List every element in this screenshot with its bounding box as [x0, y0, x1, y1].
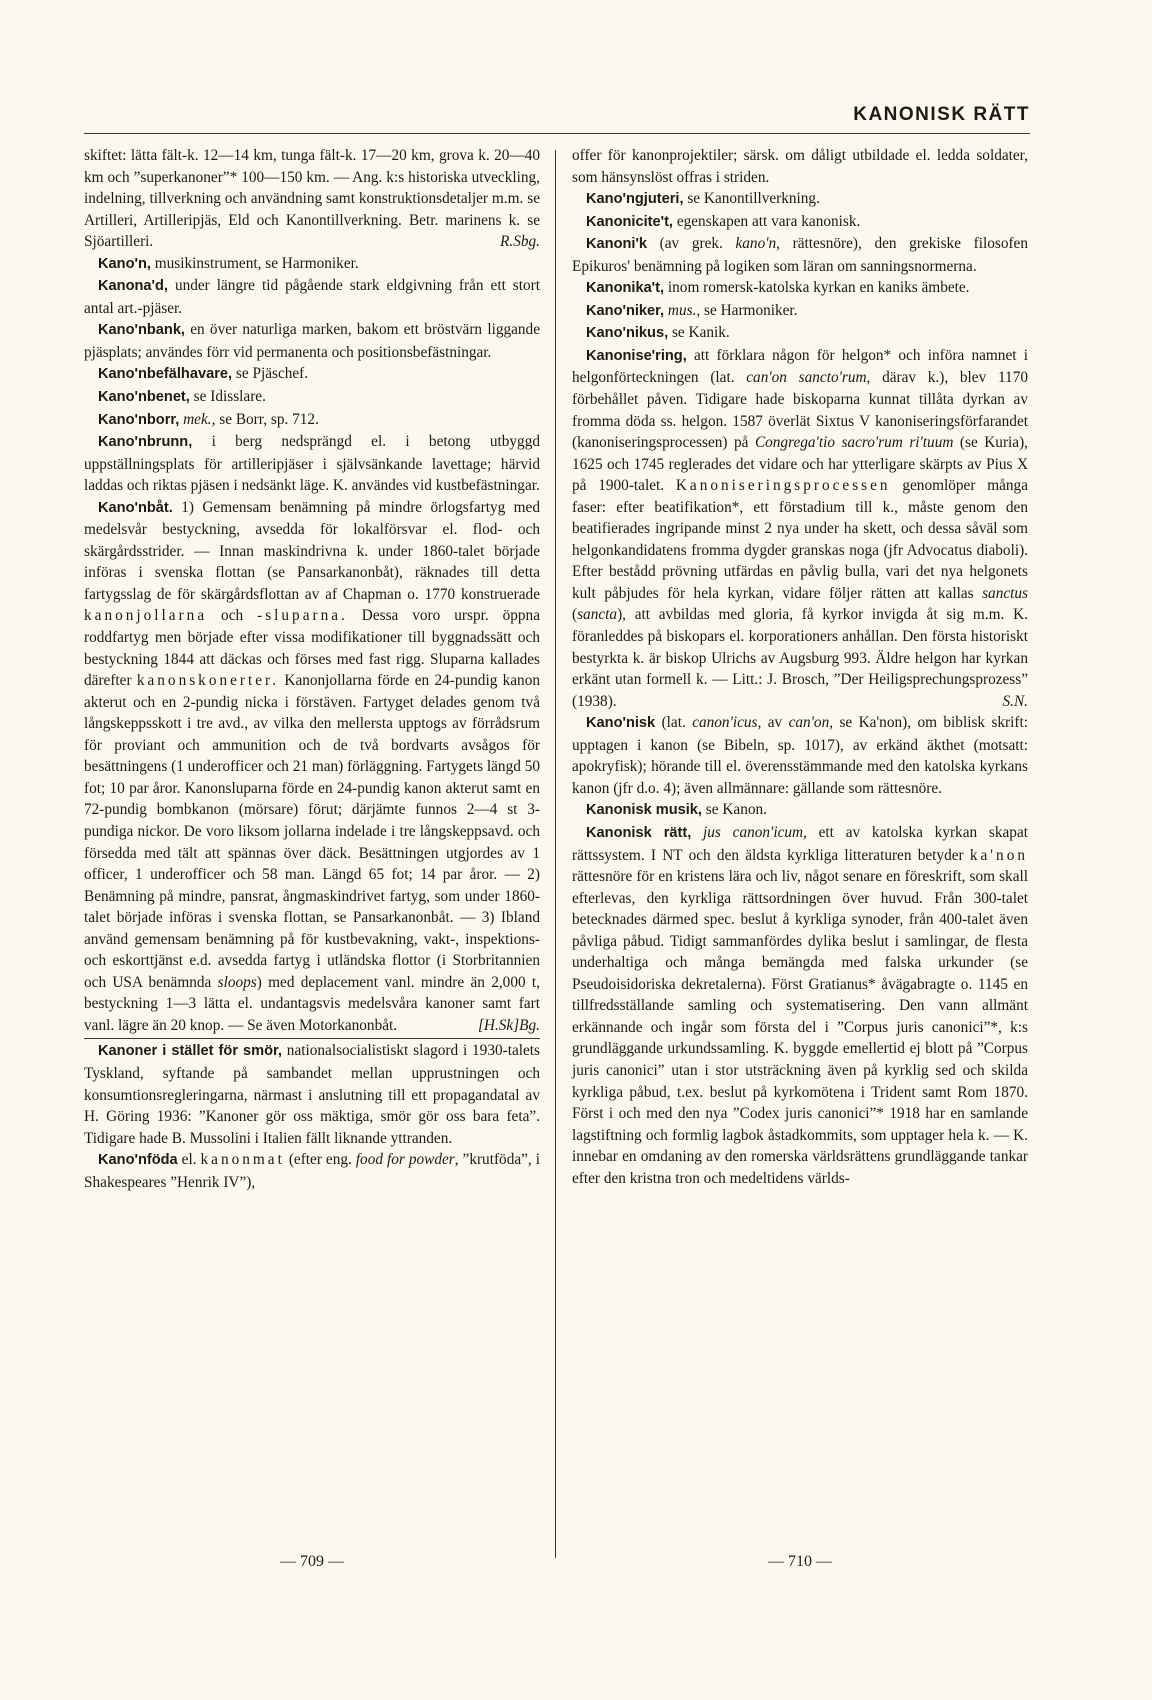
headword: Kano'nbank,	[98, 322, 185, 339]
entry-kanoniker: Kano'niker, mus., se Harmoniker.	[586, 301, 798, 319]
entry-kanoner-i-stallet-for-smor: Kanoner i stället för smör, nationalsocialistiskt slagord i 1930-talets Tyskland, syftande på sambandet mellan upprustningen och konsumtionsregleringarna, närmast i anslutning till ett propagandatal av H. Göring 1936: ”Kanoner gör oss mäktiga, smör gör oss bara feta”. Tidigare hade B. Mussolini i Italien fällt liknande yttranden.	[84, 1042, 540, 1147]
headword: Kano'nbrunn,	[98, 434, 193, 451]
entry-kanonikus: Kano'nikus, se Kanik.	[586, 324, 730, 342]
page-number-left: — 709 —	[280, 1553, 344, 1570]
entry-continuation: skiftet: lätta fält-k. 12—14 km, tunga fält-k. 17—20 km, grova k. 20—40 km och ”superkanoner”* 100—150 km. — Ang. k:s historiska utveckling, indelning, tillverkning och användning samt konstruktionsdetaljer m.m. se Artilleri, Artilleripjäs, Eld och Kanontillverkning. Betr. marinens k. se Sjöartilleri. R.Sbg.	[84, 145, 540, 253]
headword: Kanonisk musik,	[586, 802, 702, 819]
entry-kanonicitet: Kanonicite't, egenskapen att vara kanonisk.	[586, 212, 861, 230]
entry-kanonikat: Kanonika't, inom romersk-katolska kyrkan en kaniks ämbete.	[586, 279, 970, 297]
header-rule	[84, 133, 1030, 134]
entry-continuation: offer för kanonprojektiler; särsk. om dåligt utbildade el. ledda soldater, som hänsynslöst offras i striden.	[572, 147, 1028, 186]
entry-kanonbank: Kano'nbank, en över naturliga marken, bakom ett bröstvärn liggande pjäsplats; användes förr vid permanenta och positionsbefästningar.	[84, 321, 540, 361]
headword: Kano'n,	[98, 255, 151, 272]
headword: Kano'nbåt.	[98, 499, 173, 516]
entry-kanonisk-musik: Kanonisk musik, se Kanon.	[586, 801, 767, 819]
entry-kanonisering: Kanonise'ring, att förklara någon för helgon* och införa namnet i helgonförteckningen (lat. can'on sancto'rum, därav k.), blev 1170 förbehållet påven. Tidigare hade biskoparna kunnat tillåta dyrkan av fromma döda ss. helgon. 1587 överlät Sixtus V kanoniseringsförfarandet (kanoniseringsprocessen) på Congrega'tio sacro'rum ri'tuum (se Kuria), 1625 och 1745 reglerades det vidare och har ytterligare skärpts av Pius X på 1900-talet. Kanoniseringsprocessen genomlöper många faser: efter beatifikation*, ett förstadium till k., måste genom den beatifierades ingripande minst 2 nya under ha skett, och dessa såväl som helgonkandidatens fromma dygder granskas noga (jfr Advocatus diaboli). Efter bestådd prövning utfärdas en påvlig bulla, vari det nya helgonets kult påbjudes för hela kyrkan, vidare följer rätten att kallas sanctus (sancta), att avbildas med gloria, få kyrkor invigda åt sig m.m. K. föranleddes på biskopars el. korporationers anhållan. Den första historiskt bestyrkta k. är biskop Ulrichs av Augsburg 993. Äldre helgon har kyrkan erkänt utan formell k. — Litt.: J. Brosch, ”Der Heiligsprechungsprozess” (1938). S.N.	[572, 345, 1028, 712]
headword: Kano'nisk	[586, 715, 656, 732]
section-rule	[84, 1038, 540, 1039]
headword: Kano'niker,	[586, 302, 665, 319]
left-column	[84, 145, 540, 1193]
headword: Kano'nföda	[98, 1152, 178, 1169]
author-signature: S.N.	[1002, 692, 1028, 710]
entry-kanonfoda: Kano'nföda el. kanonmat (efter eng. food for powder, ”krutföda”, i Shakespeares ”Henrik IV”),	[84, 1151, 540, 1191]
page-number-right: — 710 —	[768, 1553, 832, 1570]
running-header: KANONISK RÄTT	[853, 104, 1030, 125]
headword: Kanoner i stället för smör,	[98, 1043, 282, 1060]
headword: Kanoni'k	[586, 236, 648, 253]
entry-kanonborr: Kano'nborr, mek., se Borr, sp. 712.	[98, 410, 319, 428]
entry-kanonbefalhavare: Kano'nbefälhavare, se Pjäschef.	[98, 365, 309, 383]
entry-kanonik: Kanoni'k (av grek. kano'n, rättesnöre), den grekiske filosofen Epikuros' benämning på logiken som läran om sanningsnormerna.	[572, 235, 1028, 275]
entry-kanonbenet: Kano'nbenet, se Idisslare.	[98, 388, 266, 406]
headword: Kanonise'ring,	[586, 347, 687, 364]
author-signature: R.Sbg.	[500, 233, 540, 251]
headword: Kano'ngjuteri,	[586, 191, 684, 208]
author-signature: [H.Sk]Bg.	[477, 1016, 540, 1034]
headword: Kano'nikus,	[586, 325, 669, 342]
entry-kanonisk-ratt: Kanonisk rätt, jus canon'icum, ett av katolska kyrkan skapat rättssystem. I NT och den äldsta kyrkliga litteraturen betyder ka'non rättesnöre för en kristens lära och liv, något senare en föreskrift, som skall efterlevas, den kyrkliga rättsordningen över huvud. Från 300-talet betecknades därmed spec. beslut å kyrkliga synoder, från 400-talet även påvliga påbud. Tidigt sammanfördes dylika beslut i samlingar, de flesta underhaltiga och många bemängda med falska urkunder (se Pseudoisidoriska dekretalerna). Först Gratianus* åvägabragte o. 1145 en tillfredsställande samling och systematisering. Den vann allmänt erkännande och ingår som första del i ”Corpus juris canonici”*, k:s grundläggande urkundssamling. K. byggde emellertid ej blott på ”Corpus juris canonici” utan i stor utsträckning även på kyrklig sed och skilda kyrkliga påbud, t.ex. beslut på kyrkomötena i Trident samt Rom 1870. Först i och med den nya ”Codex juris canonici”* 1918 har en samlande lagstiftning och formlig lagbok åstadkommits, som upptager hela k. — K. innebar en omdaning av den romerska världsrättens grundläggande tankar efter den kristna tron och medeltidens världs-	[572, 823, 1028, 1187]
entry-kanongjuteri: Kano'ngjuteri, se Kanontillverkning.	[586, 190, 820, 208]
headword: Kanonicite't,	[586, 213, 673, 230]
headword: Kanona'd,	[98, 278, 168, 295]
right-column	[572, 145, 1028, 1189]
headword: Kano'nborr,	[98, 411, 180, 428]
headword: Kanonika't,	[586, 280, 665, 297]
entry-kanonbrunn: Kano'nbrunn, i berg nedsprängd el. i betong utbyggd uppställningsplats för artilleripjäser i självsänkande lavettage; härvid laddas och riktas pjäsen i nedsänkt läge. K. användes vid kustbefästningar.	[84, 433, 540, 495]
entry-kanonad: Kanona'd, under längre tid pågående stark eldgivning från ett stort antal art.-pjäser.	[84, 277, 540, 317]
column-divider	[555, 150, 556, 1558]
entry-kanonbat: Kano'nbåt. 1) Gemensam benämning på mindre örlogsfartyg med medelsvår bestyckning, avsedda för lokalförsvar el. flod- och skärgårdsstrider. — Innan maskindrivna k. under 1860-talet började införas i svenska flottan (se Pansarkanonbåt), räknades till detta fartygsslag de för skärgårdsflottan av af Chapman o. 1770 konstruerade kanonjollarna och -sluparna. Dessa voro urspr. öppna roddfartyg men började efter vissa modifikationer till byggnadssätt och bestyckning 1844 att däckas och förses med fast rigg. Sluparna kallades därefter kanonskonerter. Kanonjollarna förde en 24-pundig kanon akterut och en 2-pundig nicka i förstäven. Fartyget delades genom två långskeppsskott i tre avd., av vilka den mellersta upptogs av förrådsrum för proviant och ammunition och de två bordvarts avsågos för besättningens (1 underofficer och 21 man) förläggning. Fartygets längd 50 fot; 10 par åror. Kanonsluparna förde en 24-pundig kanon akterut samt en 72-pundig bombkanon (mörsare) förut; därjämte funnos 2—4 st 3-pundiga nickor. De voro liksom jollarna indelade i tre långskeppsavd. och försedda med tält att spännas över däck. Besättningen utgjordes av 1 officer, 1 underofficer och 58 man. Längd 65 fot; 14 par åror. — 2) Benämning på mindre, pansrat, ångmaskindrivet fartyg, som under 1860-talet började införas i svenska flottan, se Pansarkanonbåt. — 3) Ibland använd gemensam benämning på för kustbevakning, vakt-, inspektions- och eskorttjänst e.d. avsedda fartyg i utländska flottor (i Storbritannien och USA benämnda sloops) med deplacement vanl. mindre än 2,000 t, bestyckning 1—3 lätta el. undantagsvis medelsvåra kanoner samt fart vanl. lägre än 20 knop. — Se även Motorkanonbåt. [H.Sk]Bg.	[84, 497, 540, 1037]
headword: Kano'nbenet,	[98, 389, 190, 406]
entry-kanon: Kano'n, musikinstrument, se Harmoniker.	[98, 254, 359, 272]
headword: Kanonisk rätt,	[586, 824, 692, 841]
headword: Kano'nbefälhavare,	[98, 366, 233, 383]
entry-kanonisk: Kano'nisk (lat. canon'icus, av can'on, se Ka'non), om biblisk skrift: upptagen i kanon (se Bibeln, sp. 1017), av erkänd äkthet (motsatt: apokryfisk); hörande till el. överensstämmande med den katolska kyrkans kanon (jfr d.o. 4); även allmännare: gällande som rättesnöre.	[572, 714, 1028, 797]
